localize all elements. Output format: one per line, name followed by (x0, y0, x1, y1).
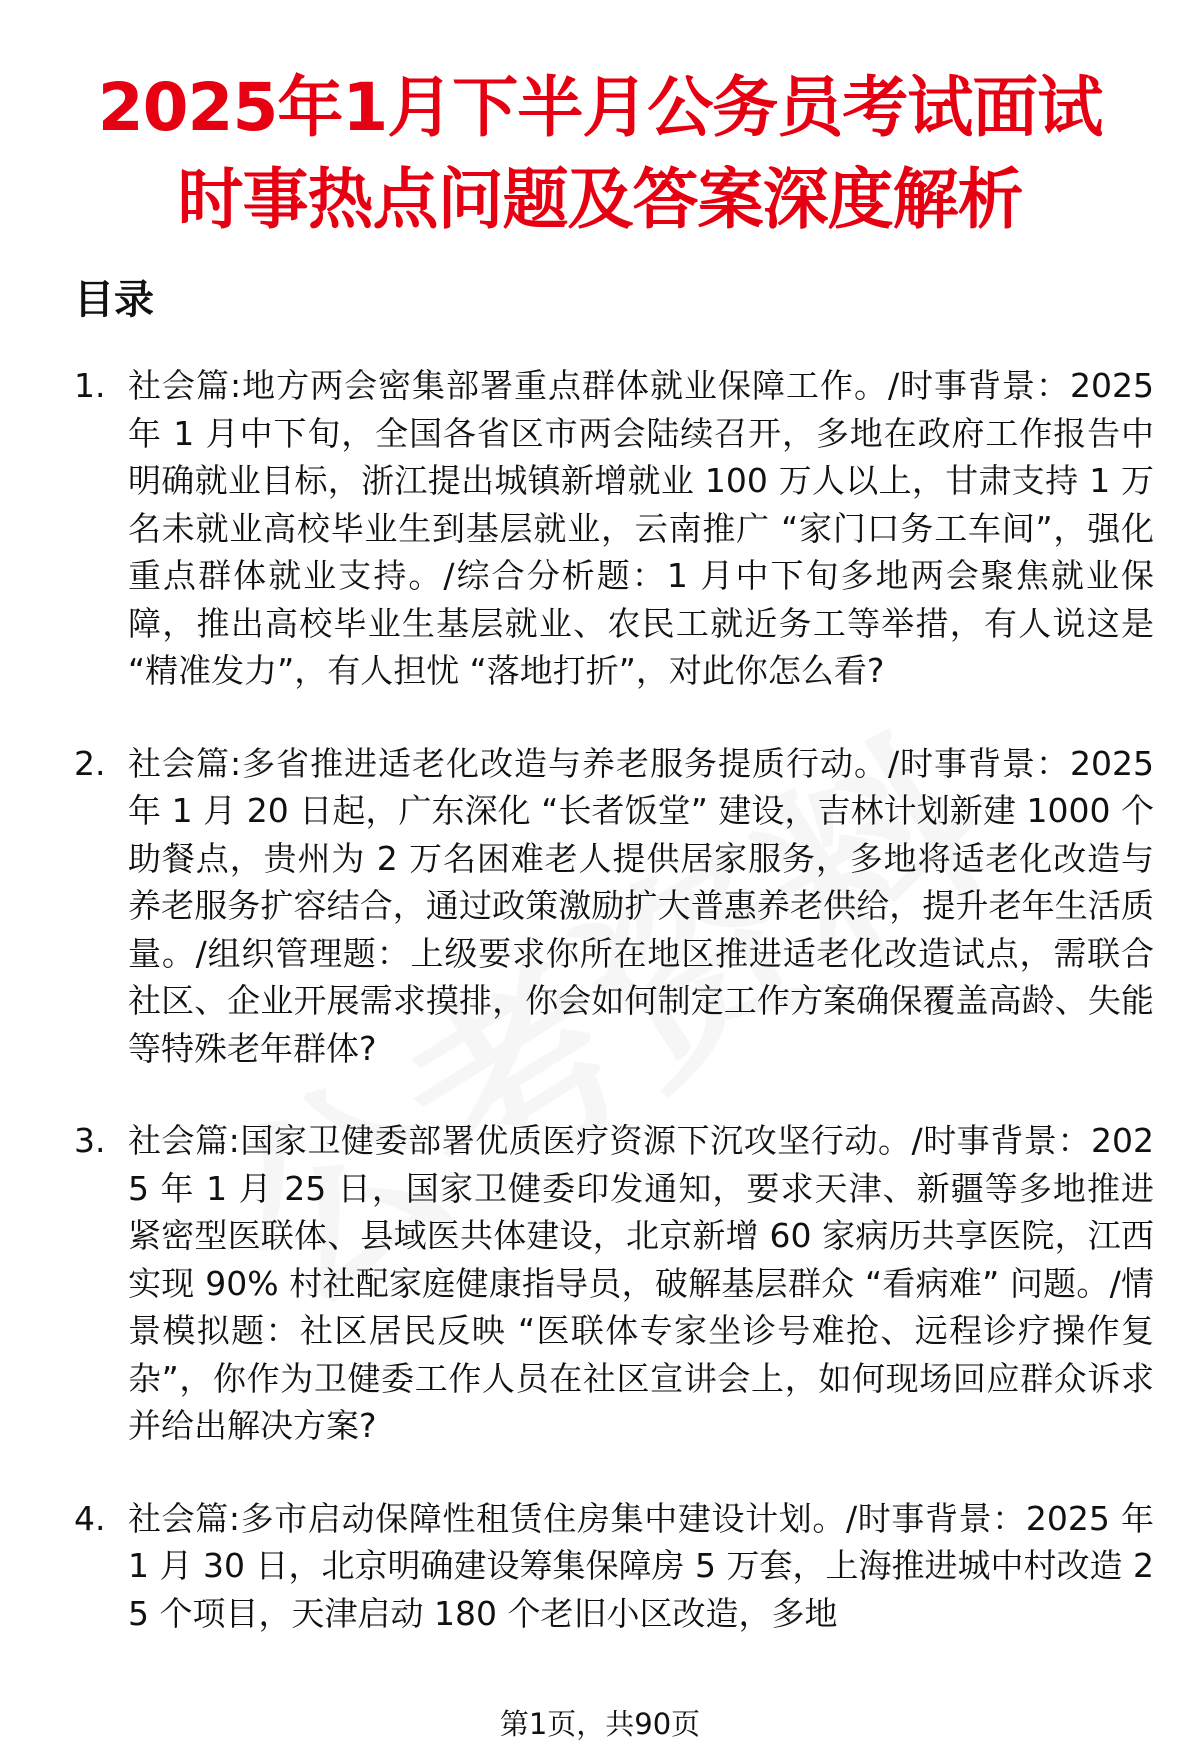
title-line-2: 时事热点问题及答案深度解析 (177, 161, 1023, 238)
document-title (0, 62, 1200, 246)
list-item (74, 1117, 1154, 1450)
toc-list (74, 362, 1154, 1682)
item-text: 社会篇:多省推进适老化改造与养老服务提质行动。/时事背景：2025 年 1 月 20 日起，广东深化 “长者饭堂” 建设，吉林计划新建 1000 个助餐点，贵州为 2 万名困难老人提供居家服务，多地将适老化改造与养老服务扩容结合，通过政策激励扩大普惠养老供给，提升老年生活质量。/组织管理题：上级要求你所在地区推进适老化改造试点，需联合社区、企业开展需求摸排，你会如何制定工作方案确保覆盖高龄、失能等特殊老年群体? (128, 743, 1154, 1068)
item-number: 1. (74, 366, 106, 405)
item-number: 3. (74, 1121, 106, 1160)
list-item (74, 362, 1154, 695)
item-text: 社会篇:地方两会密集部署重点群体就业保障工作。/时事背景：2025 年 1 月中下旬，全国各省区市两会陆续召开，多地在政府工作报告中明确就业目标，浙江提出城镇新增就业 100 万人以上，甘肃支持 1 万名未就业高校毕业生到基层就业，云南推广 “家门口务工车间”，强化重点群体就业支持。/综合分析题：1 月中下旬多地两会聚焦就业保障，推出高校毕业生基层就业、农民工就近务工等举措，有人说这是 “精准发力”，有人担忧 “落地打折”，对此你怎么看? (128, 366, 1154, 690)
toc-heading: 目录 (74, 277, 154, 323)
item-number: 4. (74, 1498, 106, 1538)
item-text: 社会篇:国家卫健委部署优质医疗资源下沉攻坚行动。/时事背景：2025 年 1 月 25 日，国家卫健委印发通知，要求天津、新疆等多地推进紧密型医联体、县域医共体建设，北京新增 60 家病历共享医院，江西实现 90% 村社配家庭健康指导员，破解基层群众 “看病难” 问题。/情景模拟题：社区居民反映 “医联体专家坐诊号难抢、远程诊疗操作复杂”，你作为卫健委工作人员在社区宣讲会上，如何现场回应群众诉求并给出解决方案? (128, 1121, 1154, 1445)
title-line-1: 2025年1月下半月公务员考试面试 (97, 69, 1103, 146)
page-footer: 第1页，共90页 (0, 1704, 1200, 1744)
list-item (74, 1495, 1154, 1638)
item-number: 2. (74, 743, 106, 783)
item-text: 社会篇:多市启动保障性租赁住房集中建设计划。/时事背景：2025 年 1 月 30 日，北京明确建设筹集保障房 5 万套，上海推进城中村改造 25 个项目，天津启动 180 个老旧小区改造，多地 (128, 1498, 1154, 1633)
list-item (74, 740, 1154, 1073)
